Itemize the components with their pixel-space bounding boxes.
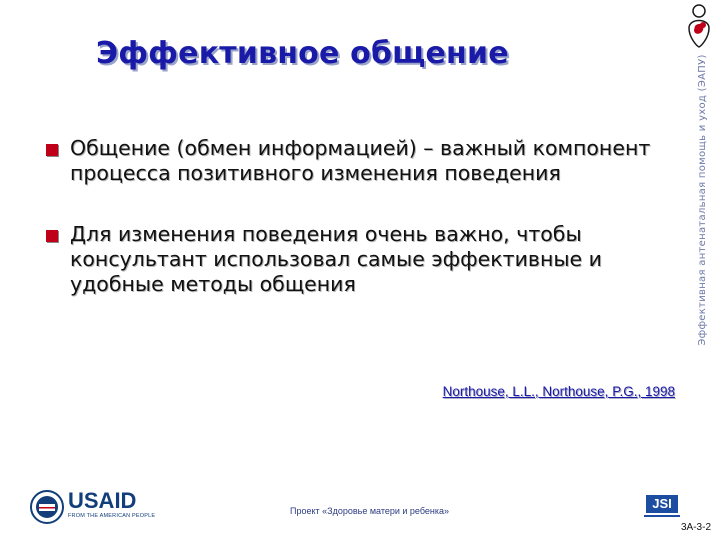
- jsi-logo: JSI: [646, 495, 678, 513]
- slide-number: 3A-3-2: [681, 522, 712, 533]
- square-bullet-icon: [46, 144, 58, 156]
- usaid-logo: [30, 488, 156, 528]
- usaid-seal-icon: [30, 490, 64, 524]
- slide-title: Эффективное общение: [96, 36, 509, 71]
- citation-link[interactable]: Northouse, L.L., Northouse, P.G., 1998: [442, 384, 675, 399]
- vertical-program-label: Эффективная антенатальная помощь и уход (ЭАПУ): [697, 54, 708, 346]
- bullet-item: [46, 136, 686, 186]
- usaid-wordmark: USAID: [68, 488, 137, 513]
- bullet-text: Общение (обмен информацией) – важный компонент процесса позитивного изменения поведения: [70, 136, 651, 185]
- jsi-logo-underline: [644, 515, 680, 517]
- square-bullet-icon: [46, 230, 58, 242]
- project-footer-text: Проект «Здоровье матери и ребенка»: [290, 506, 449, 516]
- bullet-text: Для изменения поведения очень важно, чтобы консультант использовал самые эффективные и удобные методы общения: [70, 222, 603, 296]
- bullet-item: [46, 222, 686, 297]
- bullet-list: [46, 136, 686, 297]
- usaid-tagline: FROM THE AMERICAN PEOPLE: [68, 513, 156, 519]
